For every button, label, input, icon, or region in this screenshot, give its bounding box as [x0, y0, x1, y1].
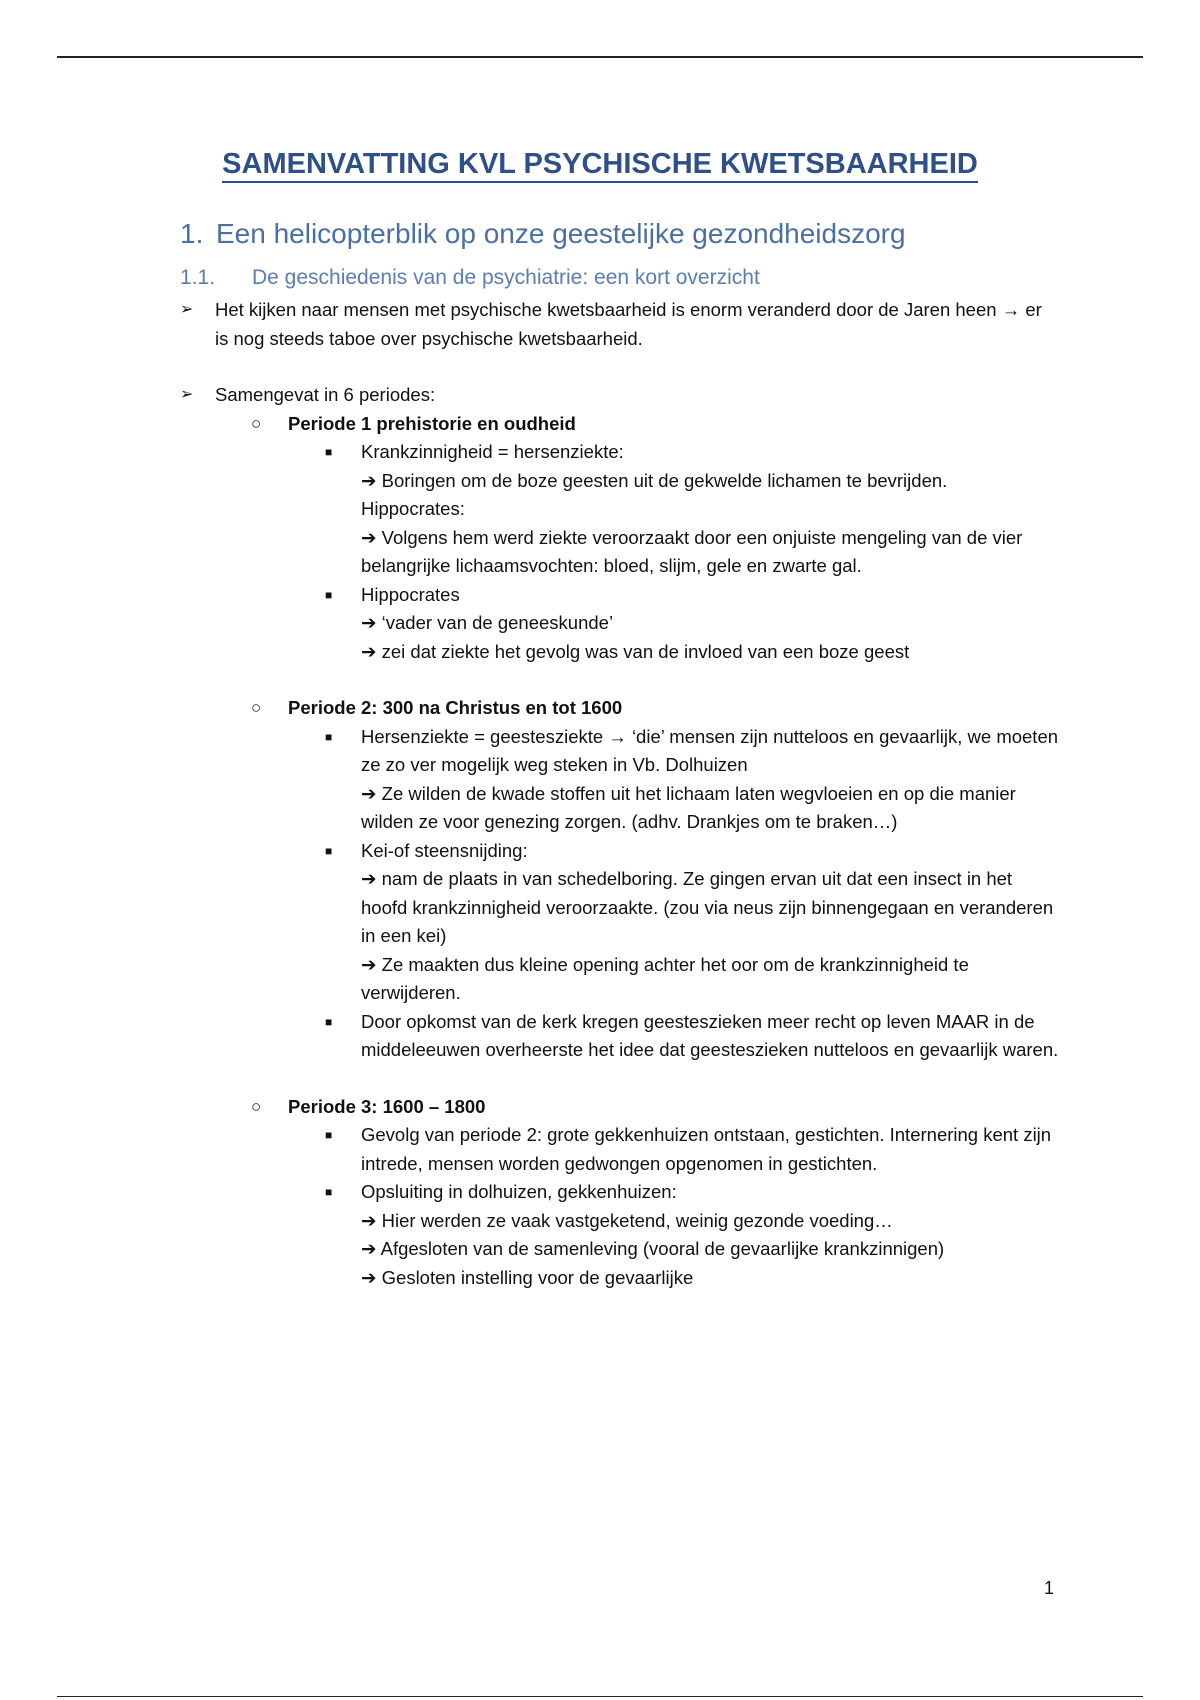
list-line: Door opkomst van de kerk kregen geesteszieken meer recht op leven MAAR in de middeleeuwen overheerste het idee dat geesteszieken nutteloos en gevaarlijk waren. — [361, 1010, 1059, 1060]
list-line: ➔ Ze maakten dus kleine opening achter het oor om de krankzinnigheid te verwijderen. — [361, 953, 969, 1003]
list-item — [0, 723, 1061, 837]
period-heading — [0, 410, 1045, 439]
list-line: ➔ nam de plaats in van schedelboring. Ze gingen ervan uit dat een insect in het hoofd krankzinnigheid veroorzaakte. (zou via neus zijn binnengegaan en veranderen in een kei) — [361, 868, 1054, 946]
list-line: Krankzinnigheid = hersenziekte: — [361, 441, 624, 462]
intro-bullet — [0, 296, 1045, 353]
list-line: ➔ zei dat ziekte het gevolg was van de invloed van een boze geest — [361, 640, 910, 662]
list-line: ➔ Boringen om de boze geesten uit de gekwelde lichamen te bevrijden. — [361, 469, 948, 491]
list-line: Hippocrates: — [361, 498, 465, 519]
circle-bullet-icon: ○ — [251, 413, 262, 433]
arrowhead-bullet-icon: ➢ — [180, 301, 194, 318]
period-heading — [0, 1093, 1045, 1122]
list-line: Hersenziekte = geestesziekte → ‘die’ mensen zijn nutteloos en gevaarlijk, we moeten ze zo ver mogelijk weg steken in Vb. Dolhuizen — [361, 725, 1059, 775]
list-line: Opsluiting in dolhuizen, gekkenhuizen: — [361, 1181, 677, 1202]
list-line: ➔ Hier werden ze vaak vastgeketend, weinig gezonde voeding… — [361, 1209, 893, 1231]
period-title: Periode 3: 1600 – 1800 — [288, 1095, 486, 1117]
square-bullet-icon: ■ — [325, 1128, 333, 1142]
list-item — [0, 581, 1061, 667]
list-line: ➔ Ze wilden de kwade stoffen uit het lichaam laten wegvloeien en op die manier wilden ze voor genezing zorgen. (adhv. Drankjes om te braken…) — [361, 782, 1016, 832]
list-item — [0, 1121, 1061, 1178]
list-item — [0, 1178, 1061, 1292]
spacer — [0, 666, 1200, 694]
list-line: ➔ Gesloten instelling voor de gevaarlijke — [361, 1266, 694, 1288]
period-heading — [0, 694, 1045, 723]
square-bullet-icon: ■ — [325, 587, 333, 602]
list-line: Kei-of steensnijding: — [361, 839, 528, 861]
document-body — [0, 296, 1200, 1292]
summary-text: Samengevat in 6 periodes: — [215, 384, 436, 405]
square-bullet-icon: ■ — [325, 445, 333, 459]
document-title: SAMENVATTING KVL PSYCHISCHE KWETSBAARHEID — [0, 144, 1200, 184]
chapter-title: Een helicopterblik op onze geestelijke gezondheidszorg — [216, 218, 906, 249]
list-line: Hippocrates — [361, 583, 460, 605]
header-rule — [57, 56, 1143, 58]
chapter-number: 1. — [180, 218, 204, 249]
circle-bullet-icon: ○ — [251, 1096, 262, 1116]
list-item — [0, 1008, 1061, 1065]
list-item — [0, 837, 1061, 1008]
footer-rule — [57, 1696, 1143, 1697]
summary-bullet — [0, 381, 1045, 410]
intro-text: Het kijken naar mensen met psychische kwetsbaarheid is enorm veranderd door de Jaren heen → er is nog steeds taboe over psychische kwetsbaarheid. — [215, 299, 1042, 349]
period-title: Periode 1 prehistorie en oudheid — [288, 412, 576, 434]
circle-bullet-icon: ○ — [251, 698, 262, 717]
section-number: 1.1. — [180, 266, 216, 289]
spacer — [0, 1065, 1200, 1093]
period-title: Periode 2: 300 na Christus en tot 1600 — [288, 697, 623, 718]
arrowhead-bullet-icon: ➢ — [180, 386, 194, 403]
spacer — [0, 353, 1200, 381]
section-title: De geschiedenis van de psychiatrie: een kort overzicht — [252, 266, 760, 289]
square-bullet-icon: ■ — [325, 729, 333, 744]
section-heading — [180, 263, 760, 293]
list-item — [0, 438, 1061, 581]
list-line: ➔ Volgens hem werd ziekte veroorzaakt door een onjuiste mengeling van de vier belangrijke lichaamsvochten: bloed, slijm, gele en zwarte gal. — [361, 526, 1023, 576]
list-line: Gevolg van periode 2: grote gekkenhuizen ontstaan, gestichten. Internering kent zijn intrede, mensen worden gedwongen opgenomen in gestichten. — [361, 1124, 1052, 1174]
list-line: ➔ ‘vader van de geneeskunde’ — [361, 612, 614, 633]
page-number: 1 — [1044, 1578, 1055, 1598]
chapter-heading — [180, 214, 906, 254]
list-line: ➔ Afgesloten van de samenleving (vooral de gevaarlijke krankzinnigen) — [361, 1238, 945, 1259]
square-bullet-icon: ■ — [325, 1185, 333, 1199]
square-bullet-icon: ■ — [325, 1014, 333, 1029]
square-bullet-icon: ■ — [325, 843, 333, 858]
